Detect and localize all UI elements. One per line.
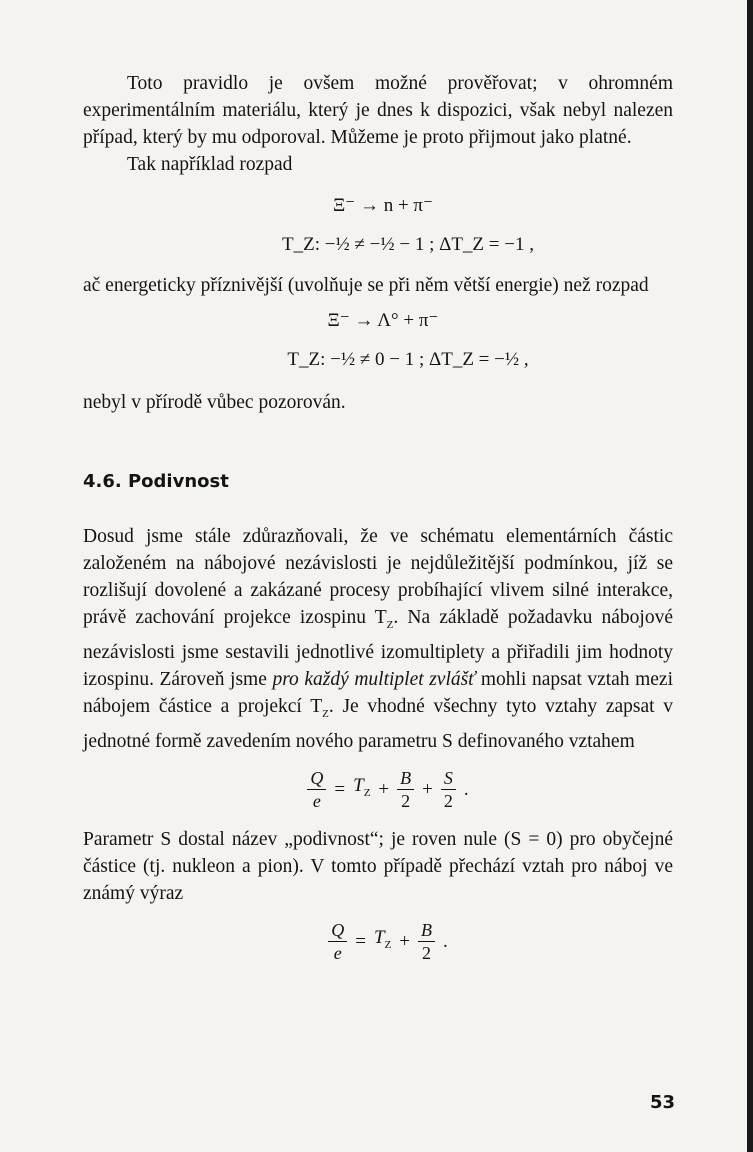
fraction-denominator: 2 (401, 790, 411, 811)
reaction-equation-2: Ξ⁻ → Λ° + π⁻ (327, 310, 439, 331)
fraction-numerator: B (397, 767, 414, 790)
fraction-q-over-e (307, 767, 326, 812)
plus-sign: + (399, 930, 410, 952)
paragraph-3: ač energeticky příznivější (uvolňuje se při něm větší energie) než rozpad (83, 275, 649, 296)
paragraph-5 (83, 523, 673, 755)
page-edge (747, 0, 753, 1152)
equals-sign: = (334, 778, 346, 800)
period: . (443, 930, 448, 952)
fraction-denominator: e (333, 942, 342, 963)
fraction-denominator: e (312, 790, 321, 811)
t-symbol: T (353, 774, 364, 796)
fraction-numerator: S (441, 767, 456, 790)
reaction-equation-1: Ξ⁻ → n + π⁻ (332, 195, 434, 216)
formula-charge-strangeness (103, 767, 673, 812)
z-subscript: Z (384, 938, 392, 951)
paragraph-5-italic: pro každý multiplet zvlášť (272, 668, 476, 690)
paragraph-5-part-d: . Je vhodné všechny tyto vztahy zapsat v jednotné formě zavedením nového parametru S definovaného vztahem (83, 695, 673, 752)
tz-term (374, 924, 391, 959)
z-subscript: Z (363, 786, 371, 799)
t-symbol: T (373, 926, 385, 948)
fraction-b-over-2 (418, 919, 435, 964)
tz-equation-2: T_Z: −½ ≠ 0 − 1 ; ΔT_Z = −½ , (287, 349, 529, 370)
equals-sign: = (355, 930, 366, 952)
paragraph-1: Toto pravidlo je ovšem možné prověřovat; v ohromném experimentálním materiálu, který je dnes k dispozici, však nebyl nalezen případ, který by mu odporoval. Můžeme je proto přijmout jako platné. (83, 73, 673, 148)
subscript-z: Z (322, 707, 329, 720)
paragraph-6: Parametr S dostal název „podivnost“; je roven nule (S = 0) pro obyčejné částice (tj. nukleon a pion). V tomto případě přechází vztah pro náboj ve známý výraz (83, 828, 673, 904)
fraction-numerator: B (418, 919, 435, 942)
paragraph-5-part-b: . Na základě požadavku nábojové nezávislosti jsme sestavili jednotlivé izomultiplety a přiřadili jim hodnoty izospinu. Zároveň jsme (83, 607, 673, 690)
page-number: 53 (650, 1092, 676, 1113)
formula-charge-baryon (103, 919, 673, 964)
section-title: 4.6. Podivnost (83, 471, 229, 492)
paragraph-5-part-c: mohli napsat vztah mezi nábojem částice a projekcí T (83, 668, 673, 717)
plus-sign: + (378, 778, 390, 800)
fraction-denominator: 2 (422, 942, 431, 963)
fraction-s-over-2 (441, 767, 456, 812)
fraction-b-over-2 (397, 767, 414, 812)
period: . (463, 778, 469, 800)
paragraph-2: Tak například rozpad (127, 154, 293, 175)
tz-term (353, 772, 370, 807)
fraction-denominator: 2 (443, 790, 453, 811)
tz-equation-1: T_Z: −½ ≠ −½ − 1 ; ΔT_Z = −1 , (282, 234, 534, 255)
fraction-numerator: Q (328, 919, 347, 942)
fraction-numerator: Q (307, 767, 326, 790)
paragraph-5-part-a: Dosud jsme stále zdůrazňovali, že ve schématu elementárních částic založeném na nábojové nezávislosti je nejdůležitější podmínkou, jíž se rozlišují dovolené a zakázané procesy probíhající vlivem silné interakce, právě zachování projekce izospinu T (83, 526, 673, 628)
paragraph-4: nebyl v přírodě vůbec pozorován. (83, 392, 346, 413)
subscript-z: Z (386, 618, 394, 631)
fraction-q-over-e (328, 919, 347, 964)
page-body (83, 70, 673, 978)
plus-sign: + (422, 778, 433, 800)
